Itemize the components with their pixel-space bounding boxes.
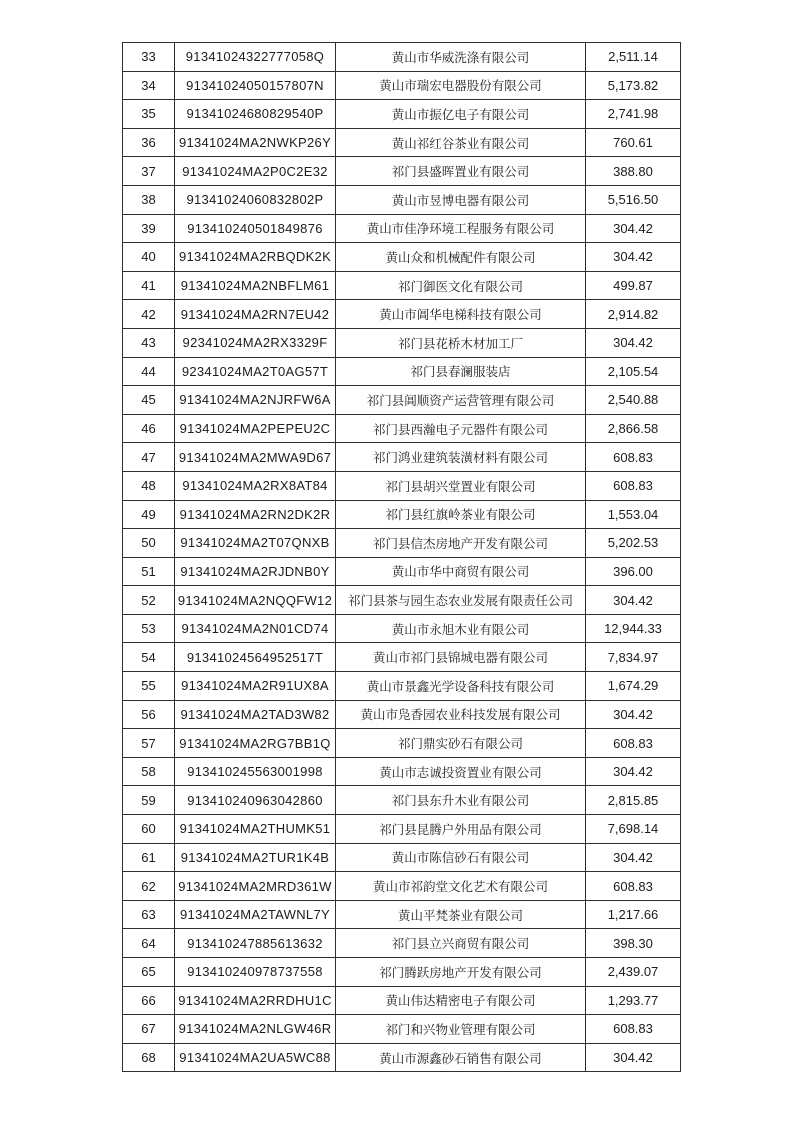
table-row bbox=[123, 71, 681, 100]
row-credit-code: 91341024MA2T07QNXB bbox=[175, 529, 336, 558]
row-credit-code: 91341024MA2N01CD74 bbox=[175, 614, 336, 643]
row-company-name: 黄山市凫香园农业科技发展有限公司 bbox=[336, 700, 586, 729]
row-sequence-number: 47 bbox=[123, 443, 175, 472]
row-amount: 2,741.98 bbox=[586, 100, 681, 129]
table-row bbox=[123, 471, 681, 500]
table-row bbox=[123, 986, 681, 1015]
row-credit-code: 91341024MA2RRDHU1C bbox=[175, 986, 336, 1015]
row-amount: 2,866.58 bbox=[586, 414, 681, 443]
row-company-name: 祁门腾跃房地产开发有限公司 bbox=[336, 958, 586, 987]
row-credit-code: 913410240501849876 bbox=[175, 214, 336, 243]
table-row bbox=[123, 128, 681, 157]
row-sequence-number: 40 bbox=[123, 243, 175, 272]
row-credit-code: 91341024MA2UA5WC88 bbox=[175, 1043, 336, 1072]
row-amount: 1,674.29 bbox=[586, 672, 681, 701]
row-company-name: 黄山市陈信砂石有限公司 bbox=[336, 843, 586, 872]
row-credit-code: 91341024564952517T bbox=[175, 643, 336, 672]
row-amount: 7,834.97 bbox=[586, 643, 681, 672]
table-row bbox=[123, 786, 681, 815]
row-sequence-number: 66 bbox=[123, 986, 175, 1015]
row-sequence-number: 59 bbox=[123, 786, 175, 815]
row-amount: 2,439.07 bbox=[586, 958, 681, 987]
row-sequence-number: 34 bbox=[123, 71, 175, 100]
row-sequence-number: 63 bbox=[123, 900, 175, 929]
row-company-name: 黄山市振亿电子有限公司 bbox=[336, 100, 586, 129]
table-row bbox=[123, 414, 681, 443]
row-credit-code: 91341024MA2TAD3W82 bbox=[175, 700, 336, 729]
row-company-name: 祁门鼎实砂石有限公司 bbox=[336, 729, 586, 758]
table-row bbox=[123, 443, 681, 472]
row-credit-code: 91341024MA2NWKP26Y bbox=[175, 128, 336, 157]
table-row bbox=[123, 529, 681, 558]
row-amount: 304.42 bbox=[586, 1043, 681, 1072]
row-credit-code: 91341024322777058Q bbox=[175, 43, 336, 72]
row-amount: 304.42 bbox=[586, 700, 681, 729]
row-sequence-number: 38 bbox=[123, 185, 175, 214]
row-amount: 499.87 bbox=[586, 271, 681, 300]
row-amount: 2,511.14 bbox=[586, 43, 681, 72]
row-company-name: 黄山市瑞宏电器股份有限公司 bbox=[336, 71, 586, 100]
row-company-name: 黄山市阊华电梯科技有限公司 bbox=[336, 300, 586, 329]
row-credit-code: 91341024MA2RBQDK2K bbox=[175, 243, 336, 272]
row-company-name: 祁门县阊顺资产运营管理有限公司 bbox=[336, 386, 586, 415]
table-row bbox=[123, 958, 681, 987]
row-sequence-number: 41 bbox=[123, 271, 175, 300]
row-amount: 2,914.82 bbox=[586, 300, 681, 329]
row-amount: 608.83 bbox=[586, 1015, 681, 1044]
table-row bbox=[123, 500, 681, 529]
row-company-name: 黄山市华中商贸有限公司 bbox=[336, 557, 586, 586]
row-sequence-number: 55 bbox=[123, 672, 175, 701]
row-sequence-number: 53 bbox=[123, 614, 175, 643]
row-company-name: 黄山平梵茶业有限公司 bbox=[336, 900, 586, 929]
row-credit-code: 92341024MA2RX3329F bbox=[175, 328, 336, 357]
row-company-name: 黄山市昱博电器有限公司 bbox=[336, 185, 586, 214]
row-company-name: 祁门和兴物业管理有限公司 bbox=[336, 1015, 586, 1044]
row-sequence-number: 68 bbox=[123, 1043, 175, 1072]
row-credit-code: 91341024MA2RX8AT84 bbox=[175, 471, 336, 500]
row-credit-code: 91341024050157807N bbox=[175, 71, 336, 100]
row-sequence-number: 50 bbox=[123, 529, 175, 558]
row-amount: 608.83 bbox=[586, 729, 681, 758]
row-amount: 304.42 bbox=[586, 843, 681, 872]
row-sequence-number: 56 bbox=[123, 700, 175, 729]
table-row bbox=[123, 357, 681, 386]
table-row bbox=[123, 929, 681, 958]
row-credit-code: 91341024MA2TUR1K4B bbox=[175, 843, 336, 872]
row-amount: 5,202.53 bbox=[586, 529, 681, 558]
table-row bbox=[123, 1043, 681, 1072]
table-row bbox=[123, 643, 681, 672]
row-credit-code: 91341024MA2RN2DK2R bbox=[175, 500, 336, 529]
row-amount: 396.00 bbox=[586, 557, 681, 586]
row-company-name: 祁门县东升木业有限公司 bbox=[336, 786, 586, 815]
row-sequence-number: 39 bbox=[123, 214, 175, 243]
row-sequence-number: 49 bbox=[123, 500, 175, 529]
row-company-name: 黄山祁红谷茶业有限公司 bbox=[336, 128, 586, 157]
row-amount: 5,173.82 bbox=[586, 71, 681, 100]
row-company-name: 黄山市祁门县锦城电器有限公司 bbox=[336, 643, 586, 672]
table-row bbox=[123, 243, 681, 272]
row-credit-code: 91341024060832802P bbox=[175, 185, 336, 214]
row-credit-code: 91341024MA2MRD361W bbox=[175, 872, 336, 901]
row-sequence-number: 52 bbox=[123, 586, 175, 615]
table-row bbox=[123, 328, 681, 357]
row-credit-code: 91341024MA2RN7EU42 bbox=[175, 300, 336, 329]
row-company-name: 祁门县盛晖置业有限公司 bbox=[336, 157, 586, 186]
row-amount: 608.83 bbox=[586, 471, 681, 500]
row-credit-code: 913410240963042860 bbox=[175, 786, 336, 815]
table-row bbox=[123, 43, 681, 72]
row-credit-code: 91341024MA2PEPEU2C bbox=[175, 414, 336, 443]
row-company-name: 祁门御医文化有限公司 bbox=[336, 271, 586, 300]
row-sequence-number: 37 bbox=[123, 157, 175, 186]
table-row bbox=[123, 614, 681, 643]
table-row bbox=[123, 900, 681, 929]
row-company-name: 黄山市佳净环境工程服务有限公司 bbox=[336, 214, 586, 243]
row-amount: 304.42 bbox=[586, 586, 681, 615]
row-company-name: 祁门县茶与园生态农业发展有限责任公司 bbox=[336, 586, 586, 615]
row-sequence-number: 65 bbox=[123, 958, 175, 987]
row-amount: 760.61 bbox=[586, 128, 681, 157]
row-amount: 304.42 bbox=[586, 328, 681, 357]
table-row bbox=[123, 214, 681, 243]
table-row bbox=[123, 157, 681, 186]
row-sequence-number: 45 bbox=[123, 386, 175, 415]
row-sequence-number: 60 bbox=[123, 815, 175, 844]
row-amount: 398.30 bbox=[586, 929, 681, 958]
row-amount: 608.83 bbox=[586, 872, 681, 901]
row-credit-code: 91341024MA2THUMK51 bbox=[175, 815, 336, 844]
row-company-name: 黄山市祁韵堂文化艺术有限公司 bbox=[336, 872, 586, 901]
row-company-name: 祁门县西瀚电子元器件有限公司 bbox=[336, 414, 586, 443]
row-credit-code: 91341024680829540P bbox=[175, 100, 336, 129]
table-row bbox=[123, 672, 681, 701]
row-sequence-number: 62 bbox=[123, 872, 175, 901]
row-amount: 304.42 bbox=[586, 243, 681, 272]
row-credit-code: 91341024MA2P0C2E32 bbox=[175, 157, 336, 186]
table-row bbox=[123, 586, 681, 615]
row-sequence-number: 46 bbox=[123, 414, 175, 443]
table-row bbox=[123, 100, 681, 129]
row-credit-code: 91341024MA2NJRFW6A bbox=[175, 386, 336, 415]
row-sequence-number: 61 bbox=[123, 843, 175, 872]
table-row bbox=[123, 757, 681, 786]
row-amount: 1,293.77 bbox=[586, 986, 681, 1015]
row-company-name: 祁门县信杰房地产开发有限公司 bbox=[336, 529, 586, 558]
row-company-name: 祁门县红旗岭茶业有限公司 bbox=[336, 500, 586, 529]
row-company-name: 祁门县春澜服装店 bbox=[336, 357, 586, 386]
row-company-name: 黄山市华威洗涤有限公司 bbox=[336, 43, 586, 72]
row-credit-code: 92341024MA2T0AG57T bbox=[175, 357, 336, 386]
table-row bbox=[123, 843, 681, 872]
table-row bbox=[123, 185, 681, 214]
table-row bbox=[123, 300, 681, 329]
row-amount: 388.80 bbox=[586, 157, 681, 186]
row-amount: 12,944.33 bbox=[586, 614, 681, 643]
row-amount: 1,217.66 bbox=[586, 900, 681, 929]
company-table bbox=[122, 42, 681, 1072]
row-company-name: 黄山众和机械配件有限公司 bbox=[336, 243, 586, 272]
table-row bbox=[123, 271, 681, 300]
row-credit-code: 91341024MA2R91UX8A bbox=[175, 672, 336, 701]
row-sequence-number: 54 bbox=[123, 643, 175, 672]
row-amount: 5,516.50 bbox=[586, 185, 681, 214]
row-sequence-number: 44 bbox=[123, 357, 175, 386]
row-sequence-number: 42 bbox=[123, 300, 175, 329]
row-amount: 608.83 bbox=[586, 443, 681, 472]
row-amount: 2,105.54 bbox=[586, 357, 681, 386]
row-sequence-number: 48 bbox=[123, 471, 175, 500]
row-sequence-number: 64 bbox=[123, 929, 175, 958]
row-amount: 2,540.88 bbox=[586, 386, 681, 415]
table-row bbox=[123, 700, 681, 729]
row-company-name: 黄山市永旭木业有限公司 bbox=[336, 614, 586, 643]
table-row bbox=[123, 815, 681, 844]
row-sequence-number: 58 bbox=[123, 757, 175, 786]
row-credit-code: 91341024MA2NLGW46R bbox=[175, 1015, 336, 1044]
row-sequence-number: 33 bbox=[123, 43, 175, 72]
row-credit-code: 91341024MA2RG7BB1Q bbox=[175, 729, 336, 758]
row-credit-code: 91341024MA2MWA9D67 bbox=[175, 443, 336, 472]
row-sequence-number: 35 bbox=[123, 100, 175, 129]
table-row bbox=[123, 1015, 681, 1044]
row-credit-code: 913410240978737558 bbox=[175, 958, 336, 987]
row-company-name: 祁门县胡兴堂置业有限公司 bbox=[336, 471, 586, 500]
row-company-name: 黄山伟达精密电子有限公司 bbox=[336, 986, 586, 1015]
row-sequence-number: 51 bbox=[123, 557, 175, 586]
row-amount: 304.42 bbox=[586, 214, 681, 243]
row-company-name: 祁门县昆腾户外用品有限公司 bbox=[336, 815, 586, 844]
row-company-name: 黄山市源鑫砂石销售有限公司 bbox=[336, 1043, 586, 1072]
row-sequence-number: 67 bbox=[123, 1015, 175, 1044]
row-company-name: 祁门鸿业建筑装潢材料有限公司 bbox=[336, 443, 586, 472]
row-company-name: 黄山市景鑫光学设备科技有限公司 bbox=[336, 672, 586, 701]
row-amount: 1,553.04 bbox=[586, 500, 681, 529]
row-amount: 2,815.85 bbox=[586, 786, 681, 815]
row-credit-code: 91341024MA2RJDNB0Y bbox=[175, 557, 336, 586]
row-company-name: 黄山市志诚投资置业有限公司 bbox=[336, 757, 586, 786]
company-table-body bbox=[123, 43, 681, 1072]
row-credit-code: 91341024MA2NBFLM61 bbox=[175, 271, 336, 300]
row-credit-code: 913410247885613632 bbox=[175, 929, 336, 958]
row-sequence-number: 36 bbox=[123, 128, 175, 157]
row-amount: 304.42 bbox=[586, 757, 681, 786]
row-company-name: 祁门县花桥木材加工厂 bbox=[336, 328, 586, 357]
row-company-name: 祁门县立兴商贸有限公司 bbox=[336, 929, 586, 958]
row-credit-code: 91341024MA2NQQFW12 bbox=[175, 586, 336, 615]
row-sequence-number: 43 bbox=[123, 328, 175, 357]
row-credit-code: 913410245563001998 bbox=[175, 757, 336, 786]
table-row bbox=[123, 872, 681, 901]
row-credit-code: 91341024MA2TAWNL7Y bbox=[175, 900, 336, 929]
table-row bbox=[123, 386, 681, 415]
row-sequence-number: 57 bbox=[123, 729, 175, 758]
row-amount: 7,698.14 bbox=[586, 815, 681, 844]
table-row bbox=[123, 557, 681, 586]
table-row bbox=[123, 729, 681, 758]
